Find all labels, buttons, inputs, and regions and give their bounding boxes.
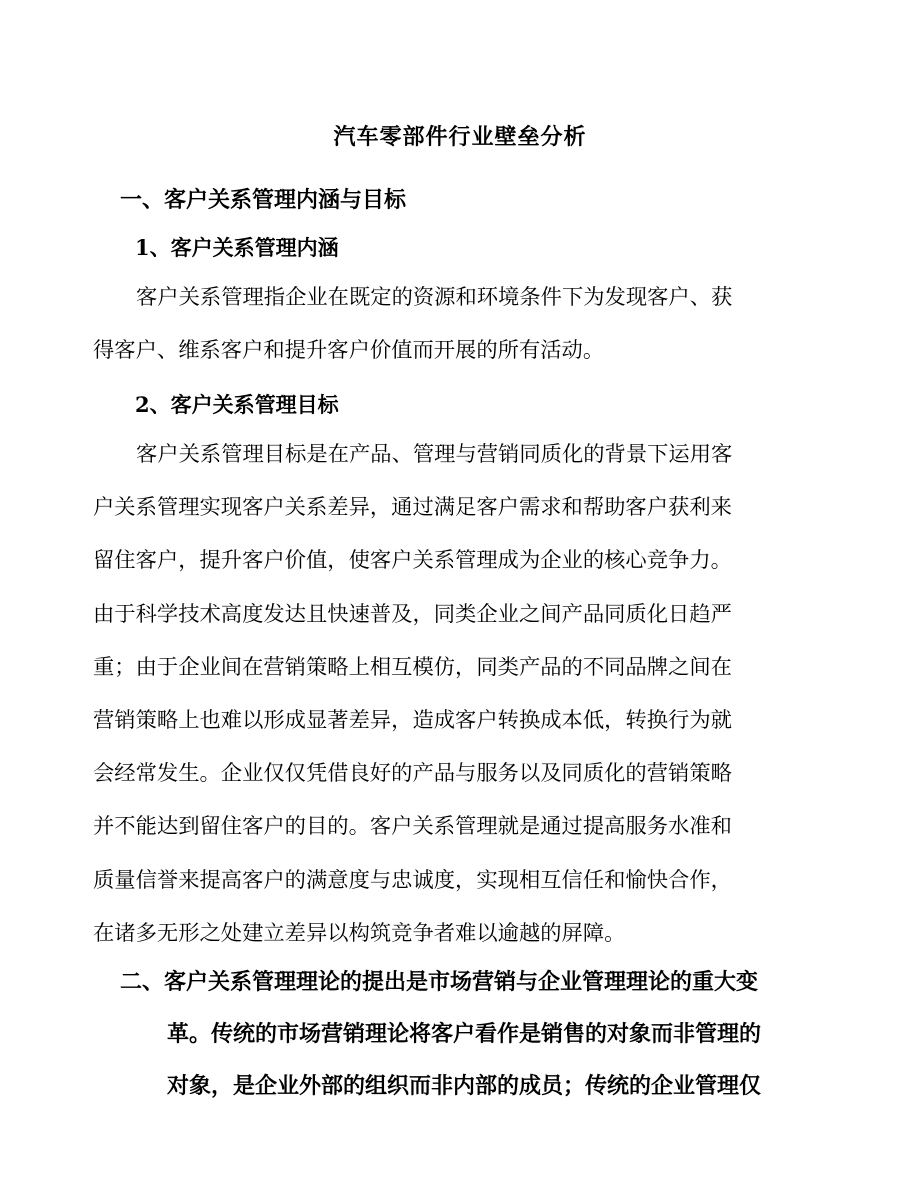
text-line: 客户关系管理指企业在既定的资源和环境条件下为发现客户、获: [136, 285, 733, 310]
section-heading-1: 一、客户关系管理内涵与目标: [120, 187, 407, 213]
heading-line: 二、客户关系管理理论的提出是市场营销与企业管理理论的重大变: [120, 969, 759, 995]
text-line: 由于科学技术高度发达且快速普及，同类企业之间产品同质化日趋严: [93, 601, 732, 627]
text-line: 得客户、维系客户和提升客户价值而开展的所有活动。: [93, 338, 605, 364]
text-line: 户关系管理实现客户关系差异，通过满足客户需求和帮助客户获利来: [93, 495, 732, 521]
document-title: 汽车零部件行业壁垒分析: [333, 124, 587, 150]
text-line: 客户关系管理目标是在产品、管理与营销同质化的背景下运用客: [136, 442, 733, 467]
text-line: 留住客户，提升客户价值，使客户关系管理成为企业的核心竞争力。: [93, 548, 732, 574]
heading-line: 革。传统的市场营销理论将客户看作是销售的对象而非管理的: [167, 1021, 762, 1047]
text-line: 并不能达到留住客户的目的。客户关系管理就是通过提高服务水准和: [93, 814, 732, 840]
text-line: 营销策略上也难以形成显著差异，造成客户转换成本低，转换行为就: [93, 707, 732, 733]
section-heading-2: [120, 956, 835, 1112]
subsection-heading-2: 2、客户关系管理目标: [135, 392, 339, 417]
text-line: 重；由于企业间在营销策略上相互模仿，同类产品的不同品牌之间在: [93, 654, 732, 680]
heading-line: 对象，是企业外部的组织而非内部的成员；传统的企业管理仅: [167, 1073, 762, 1099]
subsection-heading-1: 1、客户关系管理内涵: [135, 235, 339, 260]
paragraph-crm-definition: [93, 271, 825, 377]
text-line: 在诸多无形之处建立差异以构筑竞争者难以逾越的屏障。: [93, 920, 626, 946]
text-line: 质量信誉来提高客户的满意度与忠诚度，实现相互信任和愉快合作，: [93, 867, 732, 893]
paragraph-crm-goals: [93, 428, 825, 960]
text-line: 会经常发生。企业仅仅凭借良好的产品与服务以及同质化的营销策略: [93, 761, 732, 787]
